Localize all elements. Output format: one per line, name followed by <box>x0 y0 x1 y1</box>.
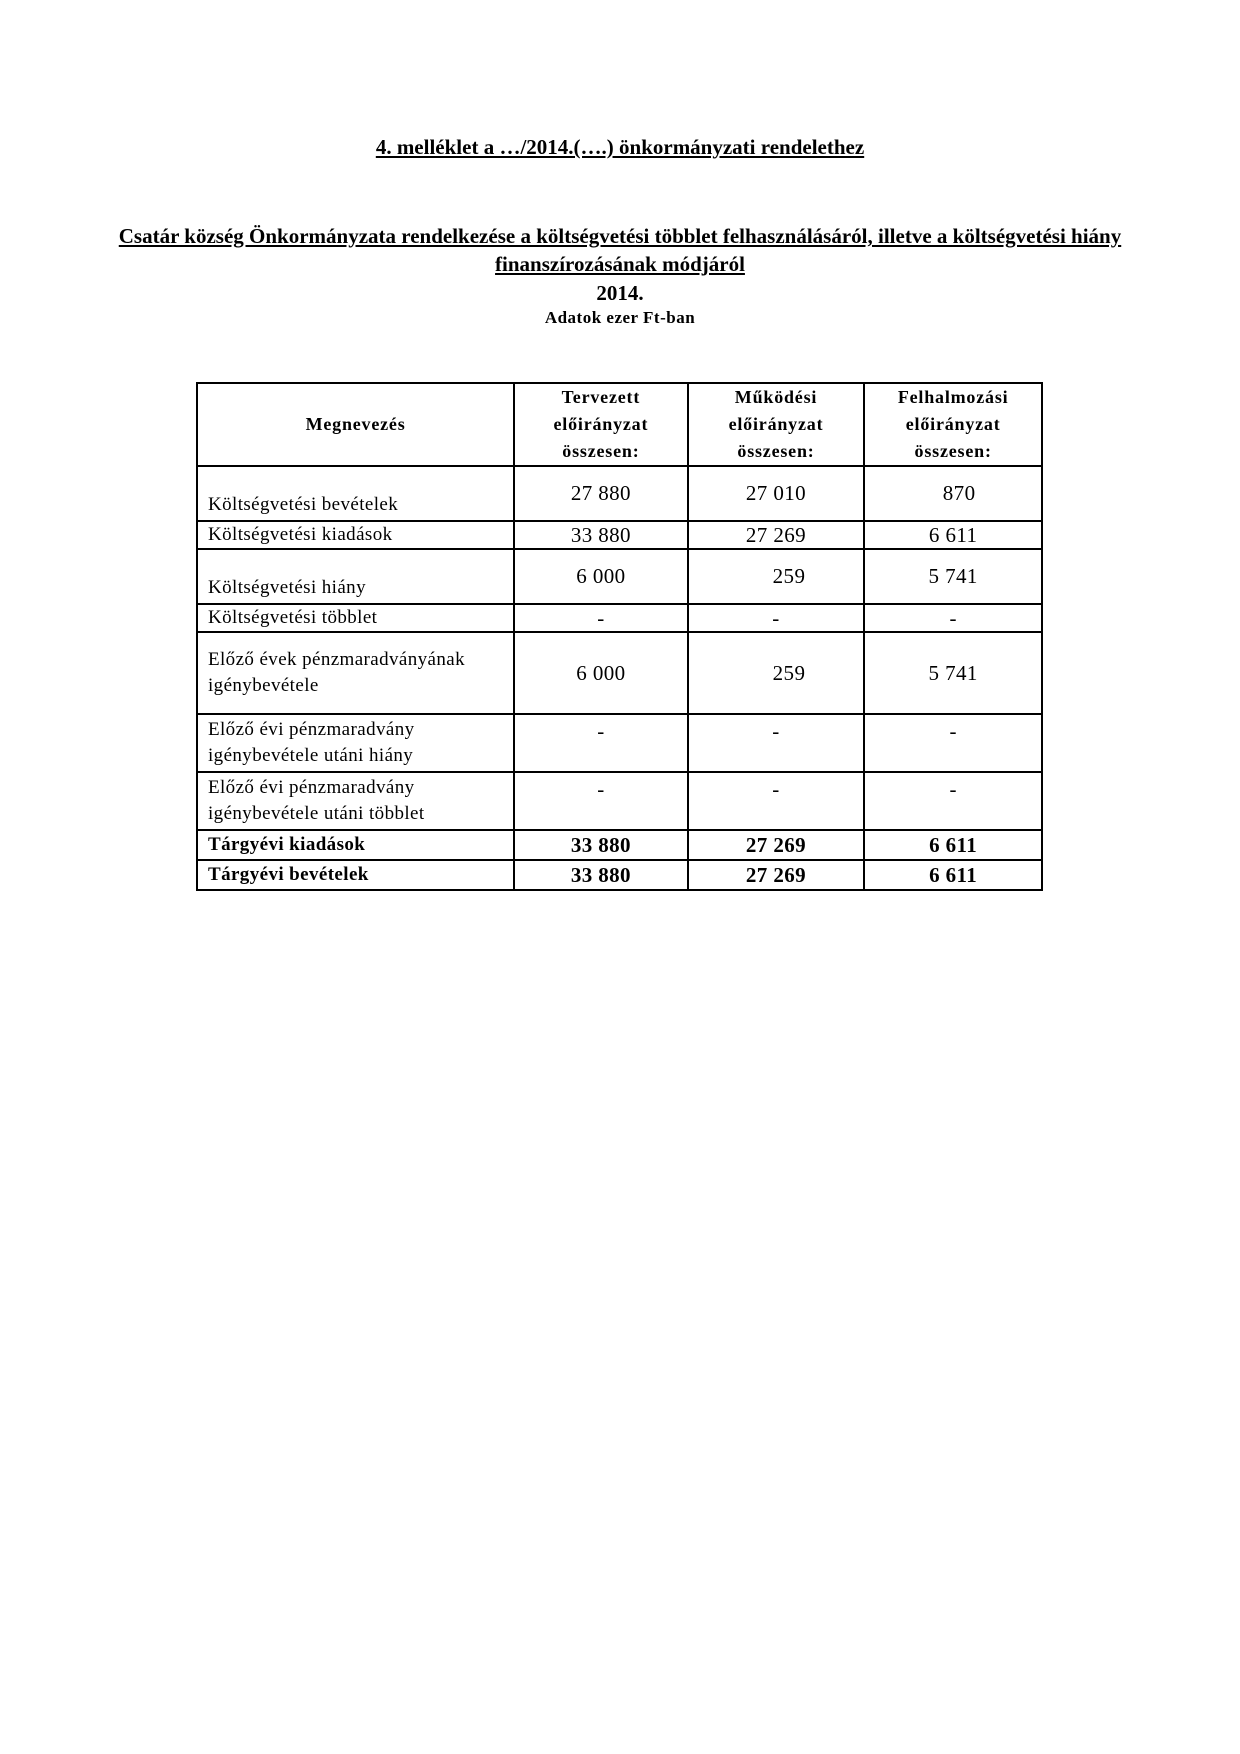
row-label: Előző évi pénzmaradvány igénybevétele utáni hiány <box>197 714 514 772</box>
operating-value: 27 269 <box>688 860 865 890</box>
table-row-deficit-after-residual <box>197 714 1042 772</box>
capital-value: - <box>864 604 1042 632</box>
row-label: Előző évek pénzmaradványának igénybevétele <box>197 632 514 714</box>
document-year: 2014. <box>596 281 644 305</box>
table-row-current-year-expenditures <box>197 830 1042 860</box>
planned-value: 33 880 <box>514 860 688 890</box>
operating-value: 27 010 <box>688 466 865 521</box>
planned-value: 27 880 <box>514 466 688 521</box>
planned-value: 6 000 <box>514 549 688 604</box>
column-header-operating: Működési előirányzat összesen: <box>688 383 865 466</box>
unit-note: Adatok ezer Ft-ban <box>544 308 696 327</box>
capital-value: 6 611 <box>864 521 1042 549</box>
planned-value: - <box>514 714 688 772</box>
column-header-name: Megnevezés <box>197 383 514 466</box>
operating-value: 27 269 <box>688 521 865 549</box>
capital-value: - <box>864 772 1042 830</box>
annex-heading: 4. melléklet a …/2014.(….) önkormányzati rendelethez <box>375 135 865 159</box>
capital-value: 870 <box>864 466 1042 521</box>
table-header-row <box>197 383 1042 466</box>
table-row-budget-deficit <box>197 549 1042 604</box>
planned-value: - <box>514 772 688 830</box>
operating-value: 27 269 <box>688 830 865 860</box>
table-row-budget-surplus <box>197 604 1042 632</box>
row-label: Költségvetési bevételek <box>197 466 514 521</box>
row-label: Költségvetési hiány <box>197 549 514 604</box>
document-title: Csatár község Önkormányzata rendelkezése a költségvetési többlet felhasználásáról, illetve a költségvetési hiány finanszírozásának módjáról <box>118 224 1122 276</box>
capital-value: 6 611 <box>864 830 1042 860</box>
capital-value: - <box>864 714 1042 772</box>
capital-value: 6 611 <box>864 860 1042 890</box>
table-row-budget-expenditures <box>197 521 1042 549</box>
column-header-planned: Tervezett előirányzat összesen: <box>514 383 688 466</box>
table-row-surplus-after-residual <box>197 772 1042 830</box>
table-row-budget-revenues <box>197 466 1042 521</box>
planned-value: - <box>514 604 688 632</box>
table-row-current-year-revenues <box>197 860 1042 890</box>
table-row-prior-residual-use <box>197 632 1042 714</box>
planned-value: 33 880 <box>514 830 688 860</box>
row-label: Költségvetési kiadások <box>197 521 514 549</box>
capital-value: 5 741 <box>864 549 1042 604</box>
column-header-capital: Felhalmozási előirányzat összesen: <box>864 383 1042 466</box>
budget-table <box>196 382 1043 891</box>
planned-value: 33 880 <box>514 521 688 549</box>
row-label: Költségvetési többlet <box>197 604 514 632</box>
row-label: Előző évi pénzmaradvány igénybevétele utáni többlet <box>197 772 514 830</box>
capital-value: 5 741 <box>864 632 1042 714</box>
row-label: Tárgyévi kiadások <box>197 830 514 860</box>
operating-value: - <box>688 604 865 632</box>
row-label: Tárgyévi bevételek <box>197 860 514 890</box>
operating-value: 259 <box>688 549 865 604</box>
operating-value: 259 <box>688 632 865 714</box>
operating-value: - <box>688 772 865 830</box>
operating-value: - <box>688 714 865 772</box>
planned-value: 6 000 <box>514 632 688 714</box>
